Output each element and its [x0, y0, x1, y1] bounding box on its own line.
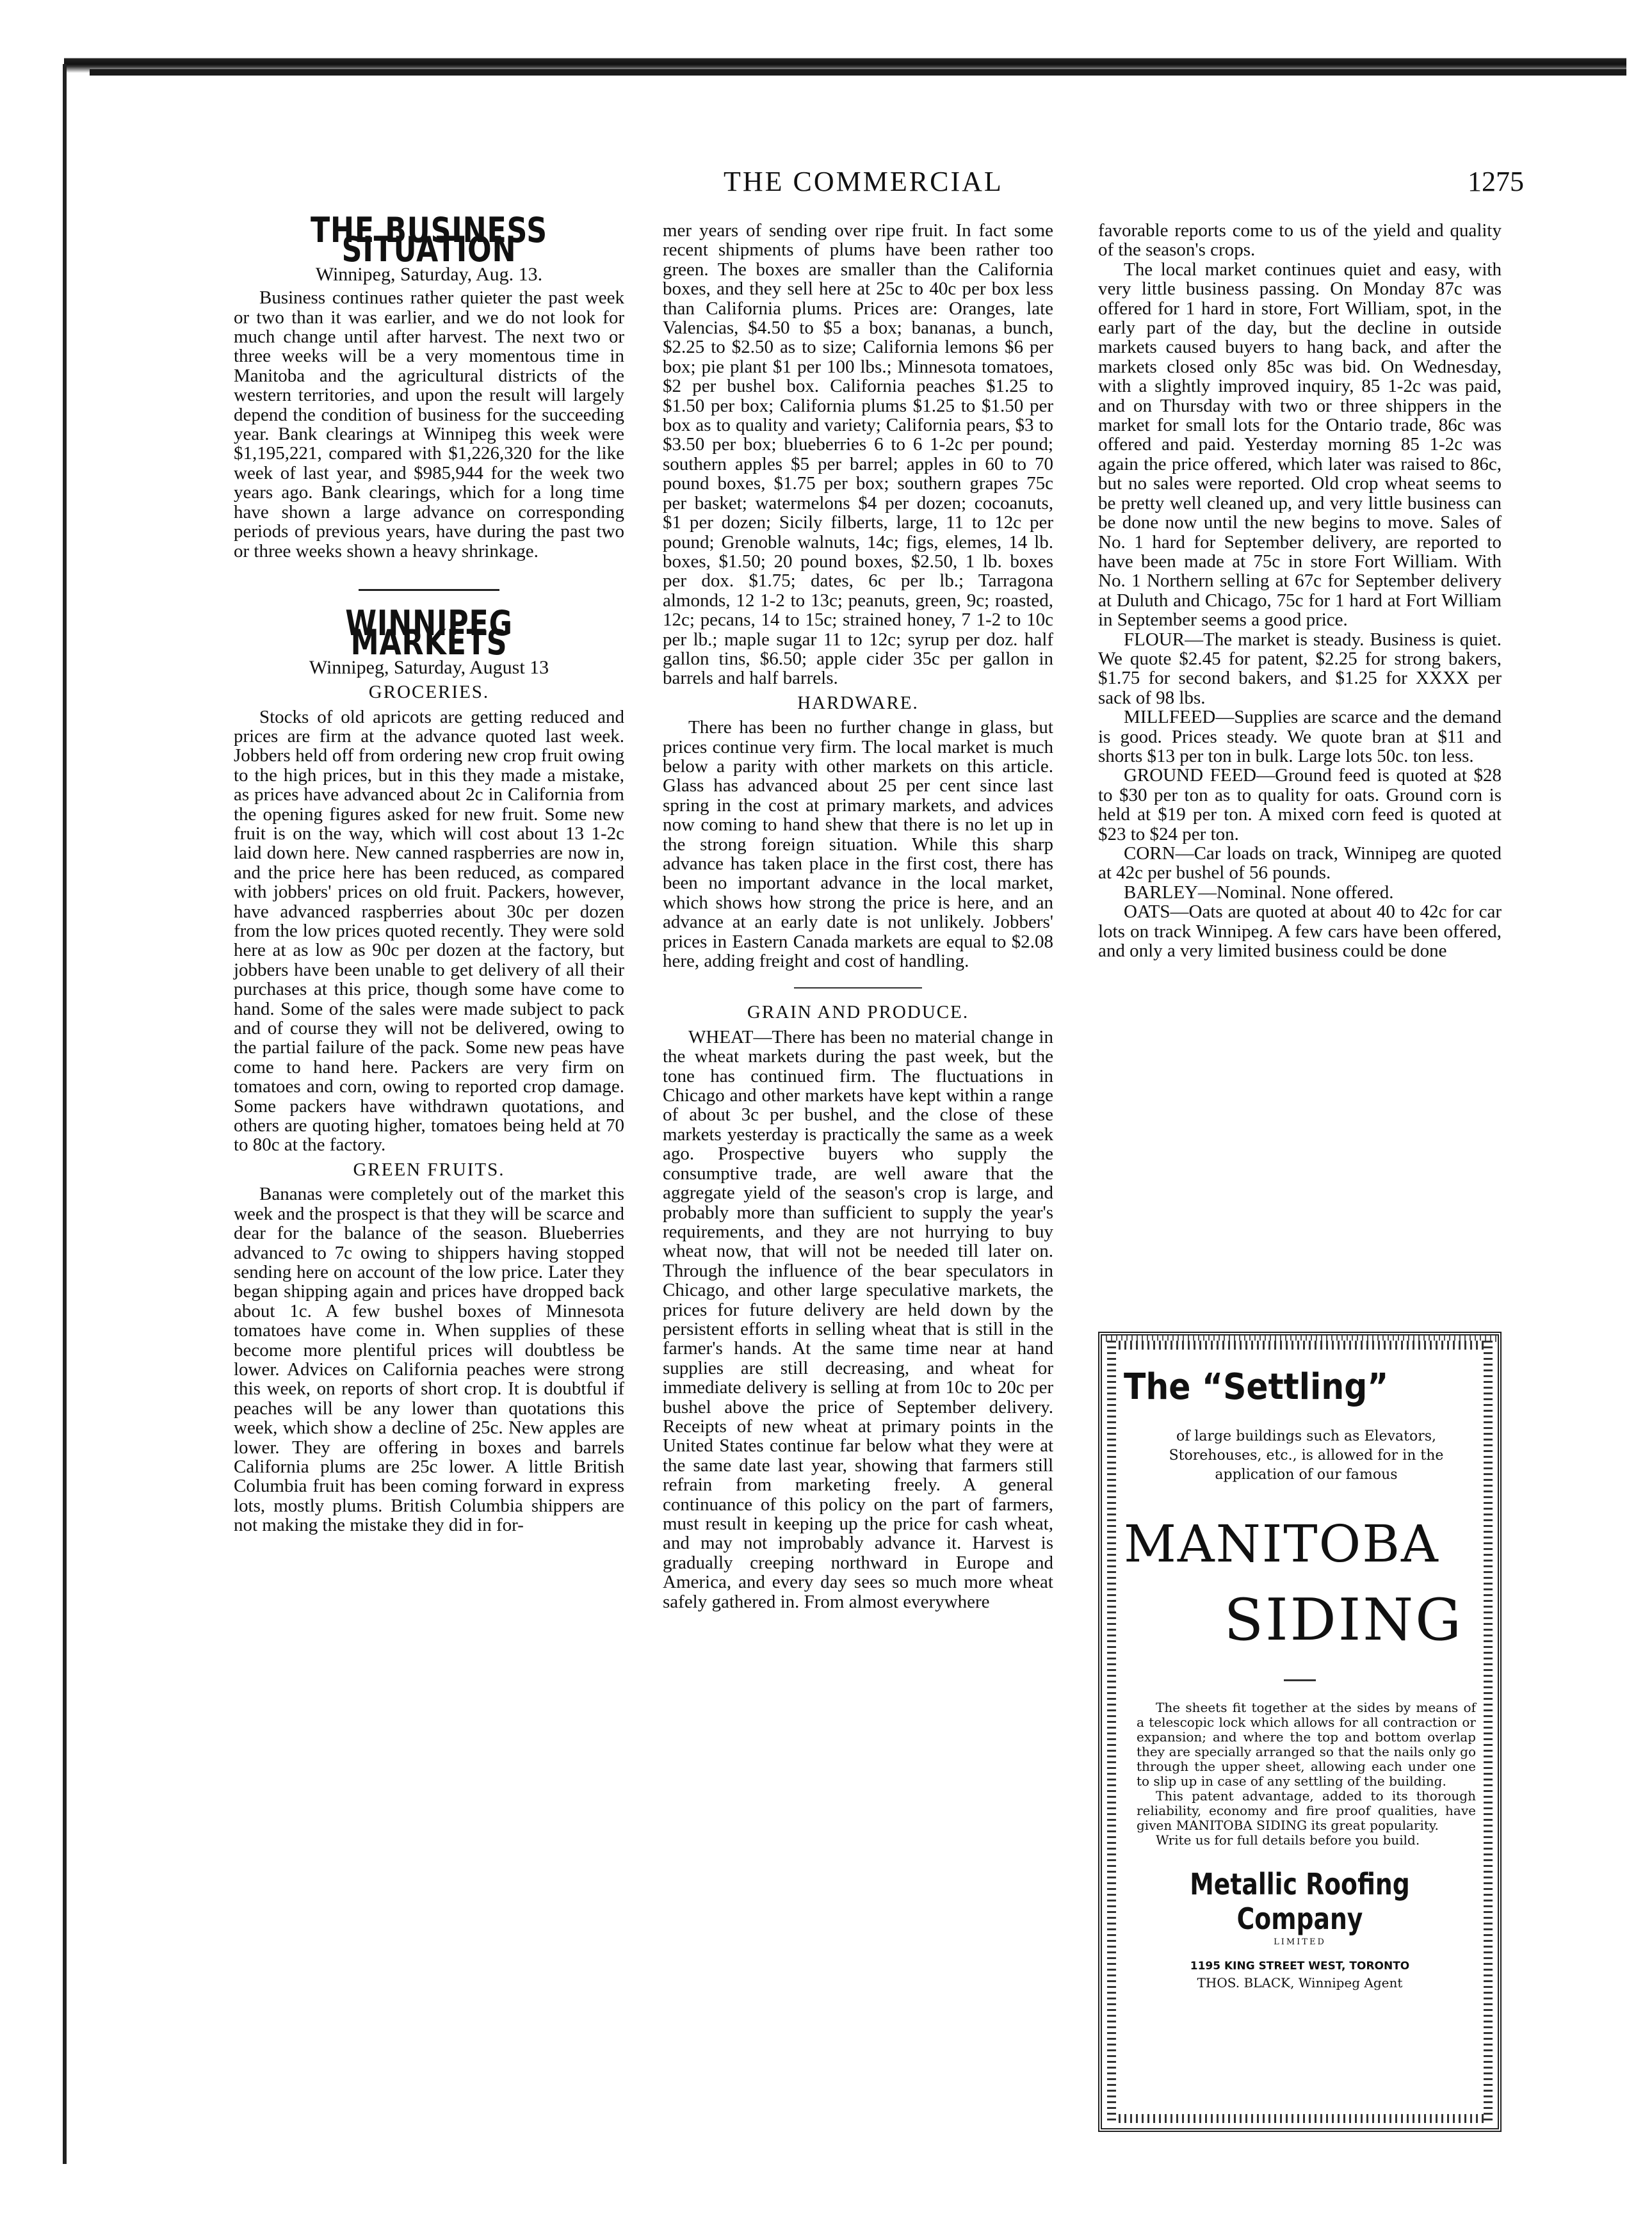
groceries-paragraph: Stocks of old apricots are getting reduced and prices are firm at the advance quoted last week. Jobbers held off from ordering new crop fruit owing to the high prices, but in this they made a mistake, as prices have advanced about 2c in California from the opening figures asked for new fruit. Some new fruit is on the way, which will cost about 13 1-2c laid down here. New canned raspberries are now in, and the price here has been reduced, as compared with jobbers' prices on old fruit. Packers, however, have advanced raspberries about 30c per dozen from the low prices quoted recently. They were sold here at as low as 90c per dozen at the factory, but jobbers have been unable to get delivery of all their purchases at this price, though some have come to hand. Some of the sales were made subject to pack and of course they will not be delivered, owing to the partial failure of the pack. Some new peas have come to hand here. Packers are very firm on tomatoes and corn, owing to reported crop damage. Some packers have withdrawn quotations, and others are quoting higher, tomatoes being held at 70 to 80c at the factory. — [234, 706, 624, 1156]
metallic-roofing-advertisement — [1098, 1332, 1502, 2132]
page-header — [231, 165, 1537, 210]
green-fruits-heading: GREEN FRUITS. — [353, 1159, 505, 1180]
running-title: THE COMMERCIAL — [724, 166, 1003, 197]
ad-border-ornament — [1107, 2114, 1493, 2123]
ad-border-ornament — [1107, 1341, 1116, 2123]
green-fruits-paragraph: Bananas were completely out of the market this week and the prospect is that they will be scarce and dear for the balance of the season. Blueberries advanced to 7c owing to shippers having stopped sending here on account of the low price. Later they began shipping again and prices have dropped back about 1c. A few bushel boxes of Minnesota tomatoes have come in. When supplies of these become more plentiful prices will doubtless be lower. Advices on California peaches were strong this week, on reports of short crop. It is doubtful if peaches will be any lower than quotations this week, which show a decline of 25c. New apples are lower. They are offering in boxes and barrels California plums are 25c lower. A little British Columbia fruit has been coming forward in express lots, mostly plums. British Columbia shippers are not making the mistake they did in for- — [234, 1184, 624, 1536]
hardware-paragraph: There has been no further change in glass, but prices continue very firm. The local market is much below a parity with other markets on this article. Glass has advanced about 25 per cent since last spring in the cost at primary markets, and advices now coming to hand shew that there is no let up in the strong foreign situation. While this sharp advance has taken place in the first cost, there has been no important advance in the local market, which shows how strong the price is here, and an advance at an early date is not unlikely. Jobbers' prices in Eastern Canada markets are equal to $2.08 here, adding freight and cost of handling. — [663, 717, 1053, 972]
groceries-heading: GROCERIES. — [368, 682, 490, 703]
ad-brand-siding: SIDING — [1224, 1586, 1463, 1654]
column-2 — [663, 221, 1053, 1611]
column-3 — [1098, 221, 1502, 960]
ad-intro: of large buildings such as Elevators, Storehouses, etc., is allowed for in the application of our famous — [1169, 1428, 1444, 1483]
ground-feed-paragraph: GROUND FEED—Ground feed is quoted at $28 to $30 per ton as to quality for oats. Ground corn is held at $19 per ton. A mixed corn feed is quoted at $23 to $24 per ton. — [1098, 765, 1502, 844]
ad-address: 1195 KING STREET WEST, TORONTO — [1190, 1960, 1410, 1973]
ad-company-name: Metallic Roofing Company — [1190, 1867, 1410, 1936]
winnipeg-markets-headline: WINNIPEG MARKETS — [345, 602, 513, 663]
section-divider — [359, 589, 499, 591]
business-situation-dateline: Winnipeg, Saturday, Aug. 13. — [315, 263, 543, 285]
business-situation-headline: THE BUSINESS SITUATION — [311, 210, 547, 270]
grain-produce-heading: GRAIN AND PRODUCE. — [747, 1002, 969, 1023]
ad-body-paragraph: The sheets fit together at the sides by means of a telescopic lock which allows for all contraction or expansion; and where the top and bottom overlap they are specially arranged so that the nails only go through the upper sheet, allowing each under one to slip up in case of any settling of the building. — [1137, 1700, 1476, 1789]
winnipeg-markets-dateline: Winnipeg, Saturday, August 13 — [309, 656, 549, 678]
ad-border-ornament — [1484, 1341, 1493, 2123]
ad-brand-manitoba: MANITOBA — [1124, 1514, 1439, 1574]
column-1 — [234, 210, 624, 1536]
ad-agent: THOS. BLACK, Winnipeg Agent — [1197, 1975, 1403, 1990]
local-market-paragraph: The local market continues quiet and easy, with very little business passing. On Monday 87c was offered for 1 hard in store, Fort William, spot, in the early part of the day, but the decline in outside markets caused buyers to hang back, and after the markets closed only 85c was bid. On Wednesday, with a slightly improved inquiry, 85 1-2c was paid, and on Thursday with two or three shippers in the market for small lots for the Ontario trade, 86c was offered and paid. Yesterday morning 85 1-2c was again the price offered, which later was raised to 86c, but no sales were reported. Old crop wheat seems to be pretty well cleaned up, and very little business can be done now until the new begins to move. Sales of No. 1 hard for September delivery, are reported to have been made at 75c in store Fort William. With No. 1 Northern selling at 67c for September delivery at Duluth and Chicago, 75c for 1 hard at Fort William in September seems a good price. — [1098, 259, 1502, 631]
ad-company-limited: LIMITED — [1274, 1937, 1326, 1947]
oats-paragraph: OATS—Oats are quoted at about 40 to 42c for car lots on track Winnipeg. A few cars have been offered, and only a very limited business could be done — [1098, 901, 1502, 962]
barley-paragraph: BARLEY—Nominal. None offered. — [1124, 882, 1394, 903]
ad-content — [1124, 1366, 1476, 1990]
green-fruits-continued: mer years of sending over ripe fruit. In fact some recent shipments of plums have been rather too green. The boxes are smaller than the California boxes, and they sell here at 25c to 40c per box less than California plums. Prices are: Oranges, late Valencias, $4.50 to $5 a box; bananas, a bunch, $2.25 to $2.50 as to size; California lemons $6 per box; pie plant $1 per 100 lbs.; Minnesota tomatoes, $2 per bushel box. California peaches $1.25 to $1.50 per box; California plums $1.25 to $1.50 per box as to quality and variety; California pears, $3 to $3.50 per box; blueberries 6 to 6 1-2c per pound; southern apples $5 per barrel; apples in 60 to 70 pound boxes, $1.75 per box; southern grapes 75c per basket; watermelons $4 per dozen; cocoanuts, $1 per dozen; Sicily filberts, large, 11 to 12c per pound; Grenoble walnuts, 14c; figs, elemes, 14 lb. boxes, $1.50; 20 pound boxes, $2.50, 1 lb. boxes per dox. $1.75; dates, 6c per lb.; Tarragona almonds, 12 1-2 to 13c; peanuts, green, 9c; roasted, 12c; pecans, 14 to 15c; strained honey, 7 1-2 to 10c per lb.; maple sugar 11 to 12c; syrup per doz. half gallon tins, $6.50; apple cider 35c per gallon in barrels and half barrels. — [663, 220, 1053, 689]
flour-paragraph: FLOUR—The market is steady. Business is quiet. We quote $2.45 for patent, $2.25 for strong bakers, $1.75 for second bakers, and $1.25 for XXXX per sack of 98 lbs. — [1098, 629, 1502, 708]
ad-title: The “Settling” — [1124, 1366, 1389, 1408]
ad-border-ornament — [1107, 1341, 1493, 1350]
corn-paragraph: CORN—Car loads on track, Winnipeg are quoted at 42c per bushel of 56 pounds. — [1098, 843, 1502, 884]
ad-divider — [1284, 1679, 1316, 1681]
ad-body-paragraph: Write us for full details before you build. — [1156, 1832, 1420, 1848]
top-border-rule-lower — [90, 69, 1626, 76]
wheat-continued: favorable reports come to us of the yield and quality of the season's crops. — [1098, 220, 1502, 261]
hardware-heading: HARDWARE. — [797, 692, 919, 713]
section-divider — [794, 987, 922, 989]
page-number: 1275 — [1468, 166, 1524, 197]
business-situation-paragraph: Business continues rather quieter the past week or two than it was earlier, and we do not look for much change until after harvest. The next two or three weeks will be a very momentous time in Manitoba and the agricultural districts of the western territories, and upon the result will largely depend the condition of business for the succeeding year. Bank clearings at Winnipeg this week were $1,195,221, compared with $1,226,320 for the like week of last year, and $985,944 for the week two years ago. Bank clearings, which for a long time have shown a large advance on corresponding periods of previous years, have during the past two or three weeks shown a heavy shrinkage. — [234, 287, 624, 561]
ad-body-paragraph: This patent advantage, added to its thorough reliability, economy and fire proof qualities, have given MANITOBA SIDING its great popularity. — [1137, 1788, 1476, 1833]
millfeed-paragraph: MILLFEED—Supplies are scarce and the demand is good. Prices steady. We quote bran at $11 and shorts $13 per ton in bulk. Large lots 50c. ton less. — [1098, 707, 1502, 766]
ad-body — [1137, 1700, 1476, 1848]
wheat-paragraph: WHEAT—There has been no material change in the wheat markets during the past week, but the tone has continued firm. The fluctuations in Chicago and other markets have kept within a range of about 3c per bushel, and the close of these markets yesterday is practically the same as a week ago. Prospective buyers who supply the consumptive trade, are well aware that the aggregate yield of the season's crop is large, and probably more than sufficient to supply the year's requirements, and they are not hurrying to buy wheat now, that will not be needed till later on. Through the influence of the bear speculators in Chicago, and other large speculative markets, the prices for future delivery are held down by the persistent efforts in selling wheat that is still in the farmer's hands. At the same time near at hand supplies are still decreasing, and wheat for immediate delivery is selling at from 10c to 20c per bushel above the price of September delivery. Receipts of new wheat at primary points in the United States continue far below what they were at the same date last year, showing that farmers still refrain from marketing freely. A general continuance of this policy on the part of farmers, must result in keeping up the price for cash wheat, and may not improbably advance it. Harvest is gradually creeping northward in Europe and America, and every day sees so much more wheat safely gathered in. From almost everywhere — [663, 1026, 1053, 1612]
page-left-edge — [63, 64, 67, 2164]
